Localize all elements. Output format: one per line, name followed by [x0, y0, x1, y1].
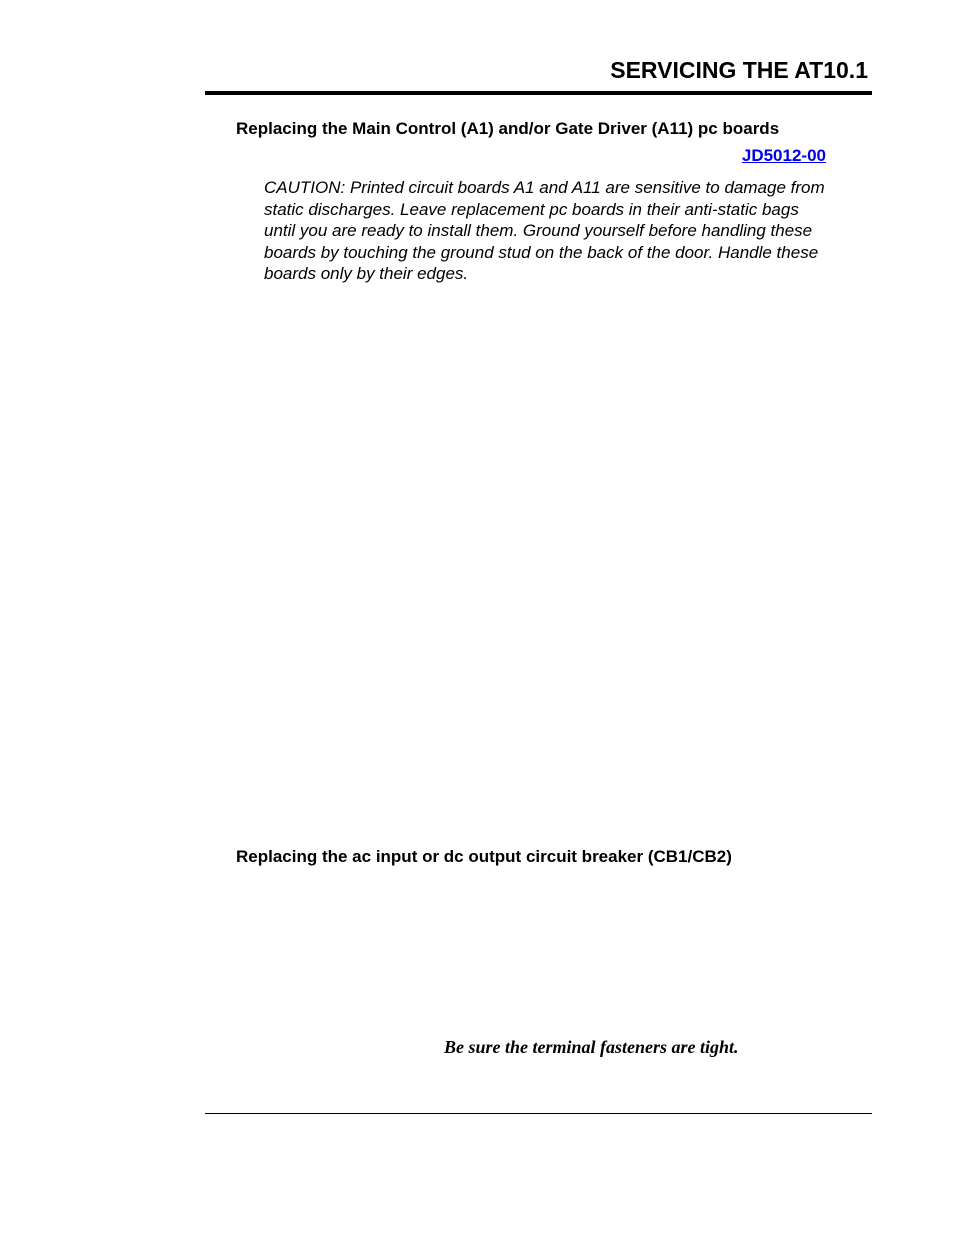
caution-text: CAUTION: Printed circuit boards A1 and A11 are sensitive to damage from static discharges. Leave replacement pc boards in their anti-static bags until you are ready to install them. Ground yourself before handling these boards by touching the ground stud on the back of the door. Handle these boards only by their edges.: [264, 178, 825, 283]
page-title: SERVICING THE AT10.1: [610, 57, 868, 83]
section-heading-pc-boards: Replacing the Main Control (A1) and/or Gate Driver (A11) pc boards: [236, 119, 780, 138]
section-heading-circuit-breaker: Replacing the ac input or dc output circuit breaker (CB1/CB2): [236, 847, 732, 866]
header-rule: [205, 91, 872, 95]
footer-rule: [205, 1113, 872, 1114]
document-link[interactable]: JD5012-00: [741, 146, 826, 165]
fastener-note: Be sure the terminal fasteners are tight.: [444, 1037, 739, 1057]
